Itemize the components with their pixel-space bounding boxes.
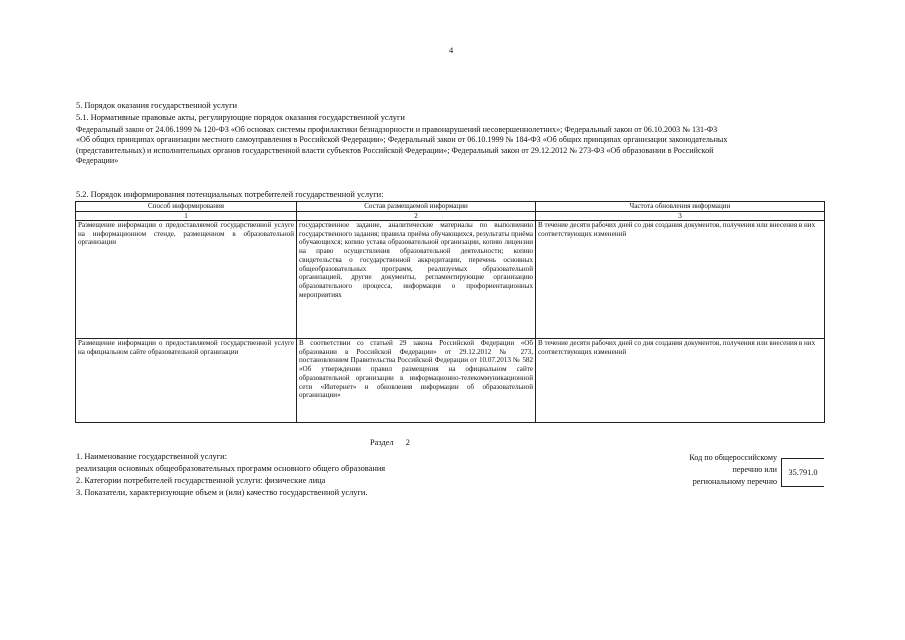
table-row [76, 221, 825, 339]
header-method: Способ информирования [76, 202, 297, 212]
service-name-label: 1. Наименование государственной услуги: [76, 452, 227, 461]
table-number-row [76, 212, 825, 221]
razdel-label: Раздел [370, 438, 394, 447]
razdel-heading [370, 438, 410, 449]
service-indicators: 3. Показатели, характеризующие объем и (или) качество государственной услуги. [76, 488, 368, 497]
table-row [76, 339, 825, 423]
table-header-row [76, 202, 825, 212]
code-label-line: перечню или [732, 465, 777, 474]
section-title: 5. Порядок оказания государственной услуги [76, 101, 238, 110]
col-number: 3 [536, 212, 825, 221]
cell-method: Размещение информации о предоставляемой государственной услуге на информационном стенде, размещенном в образовательной организации [76, 221, 297, 339]
cell-frequency: В течение десяти рабочих дней со дня создания документов, получения или внесения в них соответствующих изменений [536, 221, 825, 339]
cell-frequency: В течение десяти рабочих дней со дня создания документов, получения или внесения в них соответствующих изменений [536, 339, 825, 423]
laws-line: Федеральный закон от 24.06.1999 № 120-ФЗ «Об основах системы профилактики безнадзорности и правонарушений несовершеннолетних»; Федеральный закон от 06.10.2003 № 131-ФЗ [76, 125, 718, 134]
laws-line: Федерации» [76, 156, 119, 166]
page-number: 4 [449, 46, 454, 55]
code-label [658, 452, 777, 488]
laws-line: «Об общих принципах организации местного самоуправления в Российской Федерации»; Федеральный закон от 06.10.1999 № 184-ФЗ «Об общих принципах организации законодательных [76, 135, 728, 145]
code-value: 35.791.0 [788, 468, 818, 477]
info-table [75, 201, 825, 423]
cell-content: В соответствии со статьей 29 закона Российской Федерации «Об образовании в Российской Федерации» от 29.12.2012 № 273, постановлением Правительства Российской Федерации от 10.07.2013 № 582 «Об утверждении правил размещения на официальном сайте образовательной организации в информационно-телекоммуникационной сети «Интернет» и обновления информации об образовательной организации» [297, 339, 536, 423]
cell-method: Размещение информации о предоставляемой государственной услуге на официальном сайте образовательной организации [76, 339, 297, 423]
service-category: 2. Категории потребителей государственной услуги: физические лица [76, 476, 326, 485]
laws-line: (представительных) и исполнительных органов государственной власти субъектов Российской Федерации»; Федеральный закон от 29.12.2012 № 273-ФЗ «Об образовании в Российской [76, 145, 714, 155]
header-content: Состав размещаемой информации [297, 202, 536, 212]
code-label-line: региональному перечню [692, 477, 777, 486]
info-title: 5.2. Порядок информирования потенциальных потребителей государственной услуги: [76, 190, 384, 199]
header-frequency: Частота обновления информации [536, 202, 825, 212]
razdel-number: 2 [405, 438, 410, 447]
code-value-box [781, 458, 824, 487]
code-label-line: Код по общероссийскому [689, 453, 777, 462]
laws-text [76, 125, 826, 167]
cell-content: государственное задание, аналитические материалы по выполнению государственного задания; правила приёма обучающихся, результаты приёма обучающихся; копию устава образовательной организации, копию лицензии на право осуществления образовательной деятельности; копию свидетельства о государственной аккредитации, перечень основных общеобразовательных программ, реализуемых образовательной организацией, другие документы, регламентирующие организацию образовательного процесса, информация о профориентационных мероприятиях [297, 221, 536, 339]
service-name-value: реализация основных общеобразовательных программ основного общего образования [76, 464, 386, 473]
col-number: 1 [76, 212, 297, 221]
section-subtitle: 5.1. Нормативные правовые акты, регулирующие порядок оказания государственной услуги [76, 113, 405, 122]
col-number: 2 [297, 212, 536, 221]
